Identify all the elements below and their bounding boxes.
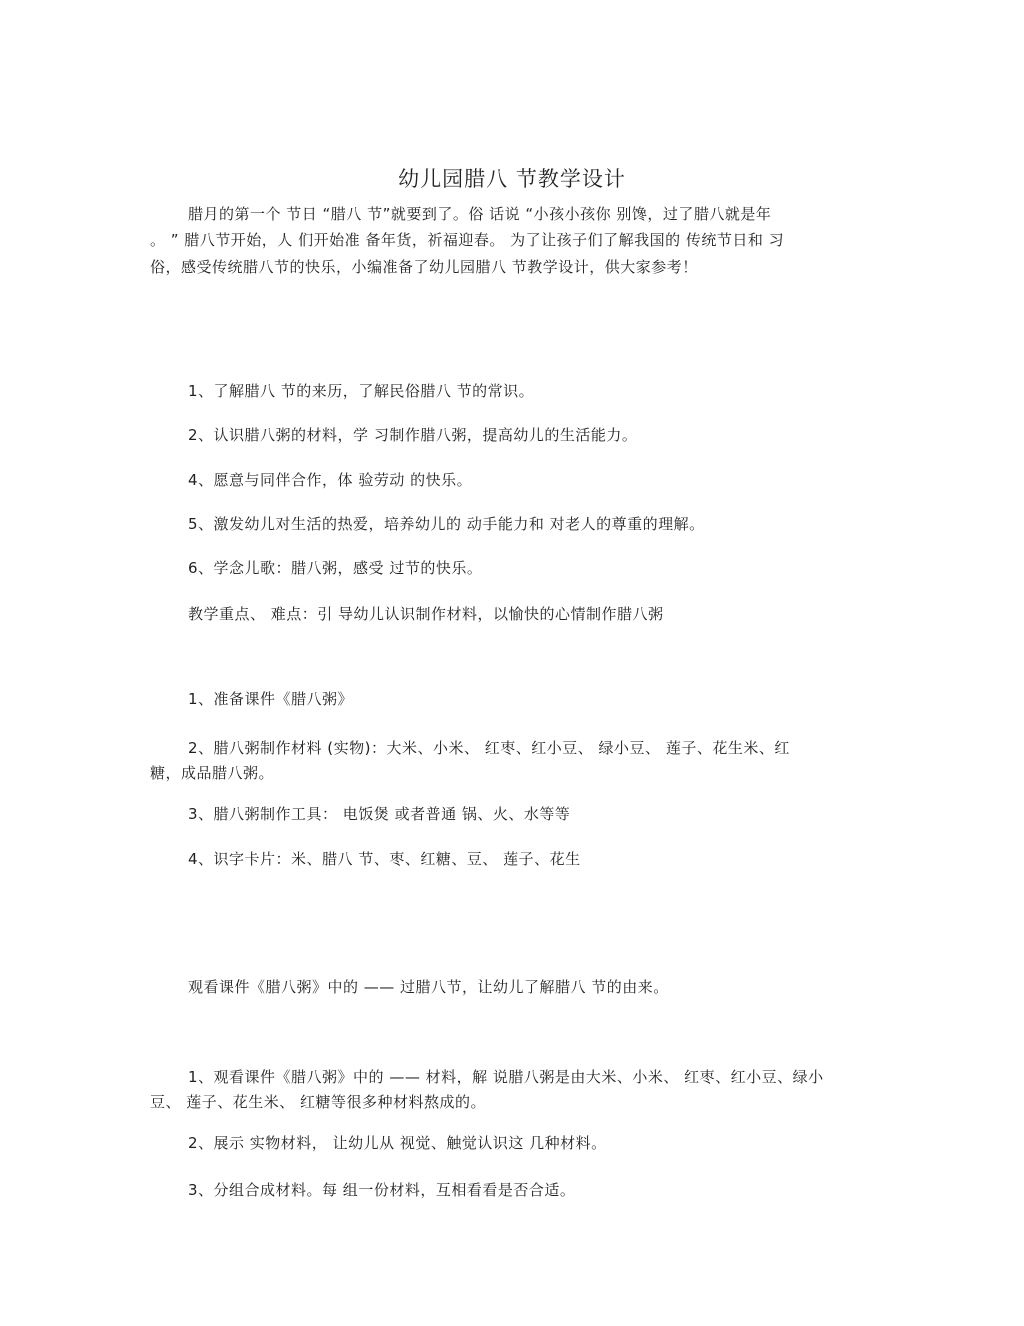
intro-line-3: 俗，感受传统腊八节的快乐，小编准备了幼儿园腊八 节教学设计，供大家参考！ — [150, 258, 698, 276]
activity-step-1-cont: 豆、 莲子、花生米、 红糖等很多种材料熬成的。 — [150, 1093, 487, 1111]
goal-item-1: 1、了解腊八 节的来历，了解民俗腊八 节的常识。 — [188, 382, 535, 400]
activity-intro: 观看课件《腊八粥》中的 —— 过腊八节，让幼儿了解腊八 节的由来。 — [188, 978, 669, 996]
intro-line-1: 腊月的第一个 节日 “腊八 节”就要到了。俗 话说 “小孩小孩你 别馋，过了腊八就是年 — [188, 205, 772, 223]
activity-step-1: 1、观看课件《腊八粥》中的 —— 材料，解 说腊八粥是由大米、小米、 红枣、红小豆、绿小 — [188, 1068, 824, 1086]
intro-line-2: 。 ” 腊八节开始，人 们开始准 备年货，祈福迎春。 为了让孩子们了解我国的 传统节日和 习 — [150, 231, 785, 249]
preparation-item-3: 3、腊八粥制作工具： 电饭煲 或者普通 锅、火、水等等 — [188, 805, 571, 823]
preparation-item-1: 1、准备课件《腊八粥》 — [188, 690, 354, 708]
preparation-item-2: 2、腊八粥制作材料 (实物)：大米、小米、 红枣、红小豆、 绿小豆、 莲子、花生米、红 — [188, 739, 790, 757]
activity-step-3: 3、分组合成材料。每 组一份材料，互相看看是否合适。 — [188, 1181, 576, 1199]
activity-step-2: 2、展示 实物材料， 让幼儿从 视觉、触觉认识这 几种材料。 — [188, 1134, 607, 1152]
preparation-item-2-cont: 糖，成品腊八粥。 — [150, 764, 275, 782]
goal-item-2: 2、认识腊八粥的材料，学 习制作腊八粥，提高幼儿的生活能力。 — [188, 426, 638, 444]
goal-item-6: 6、学念儿歌：腊八粥，感受 过节的快乐。 — [188, 559, 483, 577]
preparation-item-4: 4、识字卡片：米、腊八 节、枣、红糖、豆、 莲子、花生 — [188, 850, 581, 868]
goal-item-5: 5、激发幼儿对生活的热爱，培养幼儿的 动手能力和 对老人的尊重的理解。 — [188, 515, 705, 533]
goal-item-4: 4、愿意与同伴合作，体 验劳动 的快乐。 — [188, 471, 473, 489]
key-points: 教学重点、 难点：引 导幼儿认识制作材料，以愉快的心情制作腊八粥 — [188, 605, 664, 623]
document-title: 幼儿园腊八 节教学设计 — [398, 167, 626, 191]
